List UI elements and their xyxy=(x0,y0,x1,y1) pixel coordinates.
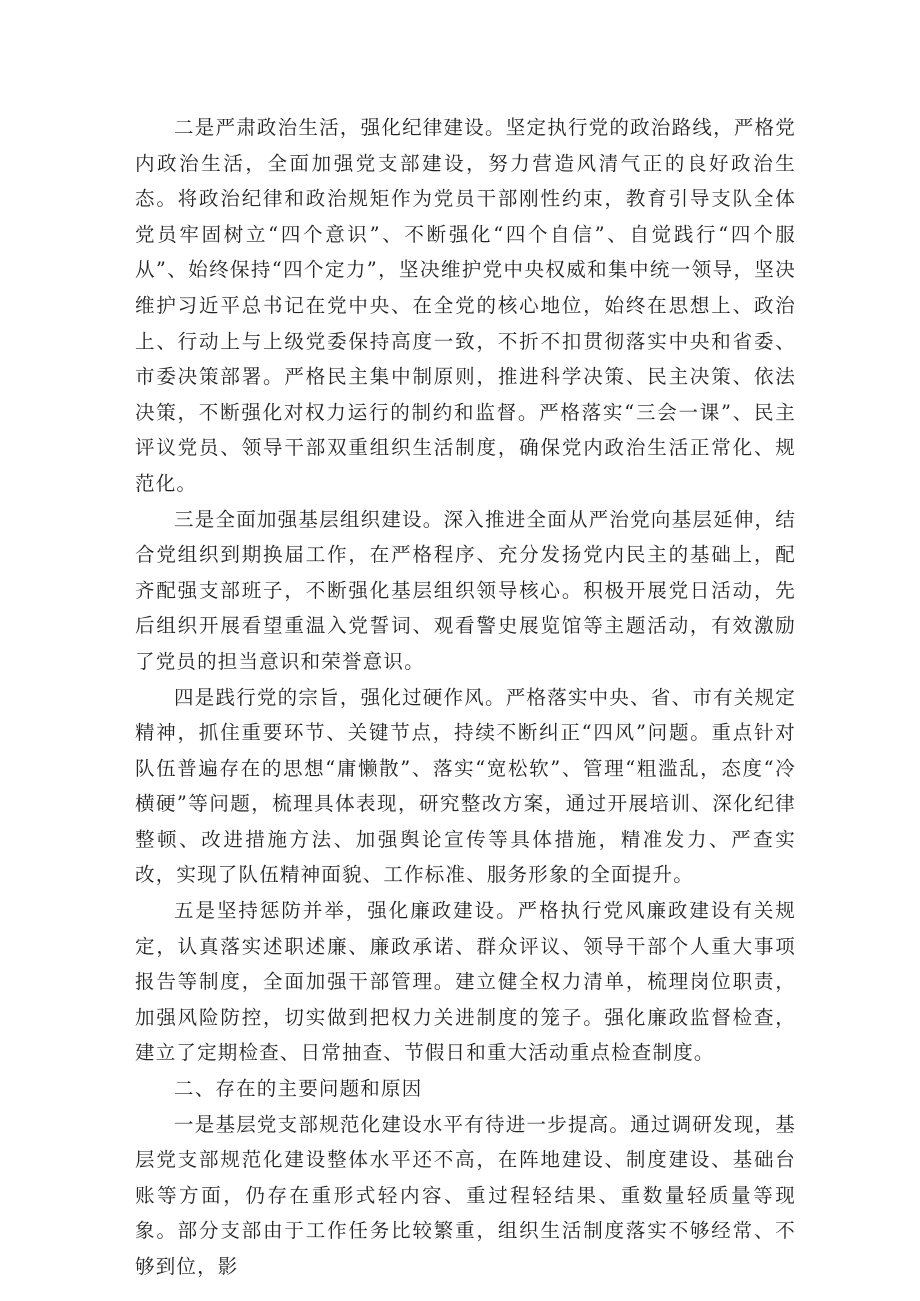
paragraph-integrity: 五是坚持惩防并举，强化廉政建设。严格执行党风廉政建设有关规定，认真落实述职述廉、廉政承诺、群众评议、领导干部个人重大事项报告等制度，全面加强干部管理。建立健全权力清单，梳理岗位职责，加强风险防控，切实做到把权力关进制度的笼子。强化廉政监督检查，建立了定期检查、日常抽查、节假日和重大活动重点检查制度。 xyxy=(135,899,796,1065)
section-heading-problems: 二、存在的主要问题和原因 xyxy=(174,1077,423,1101)
paragraph-grassroots-organization: 三是全面加强基层组织建设。深入推进全面从严治党向基层延伸，结合党组织到期换届工作，在严格程序、充分发扬党内民主的基础上，配齐配强支部班子，不断强化基层组织领导核心。积极开展党日活动，先后组织开展看望重温入党誓词、观看警史展览馆等主题活动，有效激励了党员的担当意识和荣誉意识。 xyxy=(135,507,796,673)
paragraph-work-style: 四是践行党的宗旨，强化过硬作风。严格落实中央、省、市有关规定精神，抓住重要环节、关键节点，持续不断纠正“四风”问题。重点针对队伍普遍存在的思想“庸懒散”、落实“宽松软”、管理“粗滥乱，态度“冷横硬”等问题，梳理具体表现，研究整改方案，通过开展培训、深化纪律整顿、改进措施方法、加强舆论宣传等具体措施，精准发力、严查实改，实现了队伍精神面貌、工作标准、服务形象的全面提升。 xyxy=(135,685,796,887)
paragraph-discipline: 二是严肃政治生活，强化纪律建设。坚定执行党的政治路线，严格党内政治生活，全面加强党支部建设，努力营造风清气正的良好政治生态。将政治纪律和政治规矩作为党员干部刚性约束，教育引导支队全体党员牢固树立“四个意识”、不断强化“四个自信”、自觉践行“四个服从”、始终保持“四个定力”，坚决维护党中央权威和集中统一领导，坚决维护习近平总书记在党中央、在全党的核心地位，始终在思想上、政治上、行动上与上级党委保持高度一致，不折不扣贯彻落实中央和省委、市委决策部署。严格民主集中制原则，推进科学决策、民主决策、依法决策，不断强化对权力运行的制约和监督。严格落实“三会一课”、民主评议党员、领导干部双重组织生活制度，确保党内政治生活正常化、规范化。 xyxy=(135,116,796,495)
paragraph-problem-one: 一是基层党支部规范化建设水平有待进一步提高。通过调研发现，基层党支部规范化建设整体水平还不高，在阵地建设、制度建设、基础台账等方面，仍存在重形式轻内容、重过程轻结果、重数量轻质量等现象。部分支部由于工作任务比较繁重，组织生活制度落实不够经常、不够到位，影 xyxy=(135,1112,796,1278)
